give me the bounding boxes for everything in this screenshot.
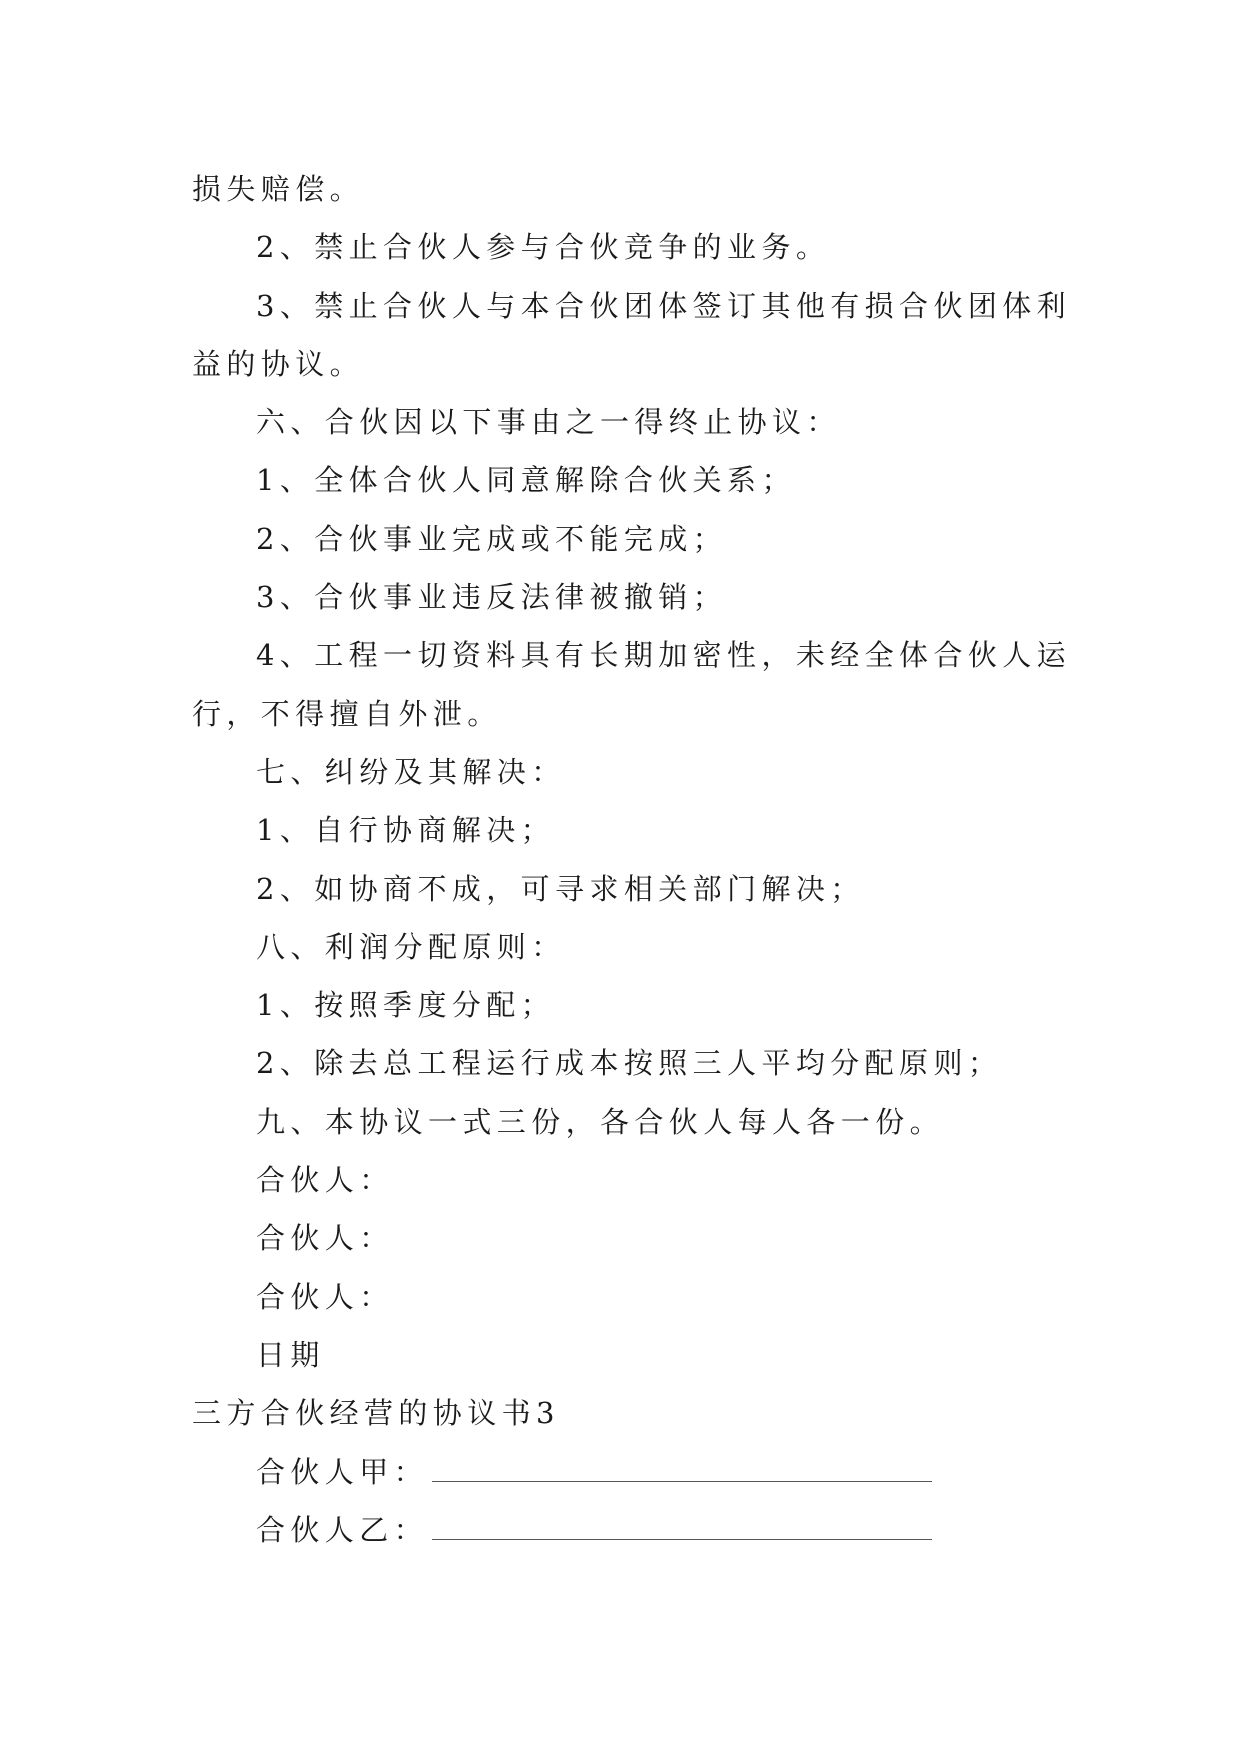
section-heading: 六、合伙因以下事由之一得终止协议： (256, 405, 841, 440)
text-line: 2、除去总工程运行成本按照三人平均分配原则； (256, 1046, 1003, 1081)
text-line: 4、工程一切资料具有长期加密性，未经全体合伙人运 (256, 638, 1072, 673)
signature-label: 合伙人： (256, 1163, 394, 1198)
text-line: 行，不得擅自外泄。 (192, 696, 502, 731)
partner-a-line (192, 1443, 1054, 1501)
signature-label: 合伙人： (256, 1279, 394, 1314)
section-heading: 八、利润分配原则： (256, 929, 566, 964)
document-title: 三方合伙经营的协议书3 (192, 1396, 560, 1431)
text-line: 益的协议。 (192, 346, 365, 381)
text-line: 2、禁止合伙人参与合伙竞争的业务。 (256, 230, 831, 265)
text-line: 损失赔偿。 (192, 172, 365, 206)
partner-a-label: 合伙人甲： (256, 1454, 429, 1489)
text-line: 2、合伙事业完成或不能完成； (256, 521, 728, 556)
partner-b-label: 合伙人乙： (256, 1512, 429, 1547)
text-line: 2、如协商不成，可寻求相关部门解决； (256, 871, 865, 906)
text-line: 1、全体合伙人同意解除合伙关系； (256, 463, 796, 498)
signature-label: 合伙人： (256, 1221, 394, 1256)
partner-b-blank[interactable] (432, 1519, 932, 1540)
section-heading: 九、本协议一式三份，各合伙人每人各一份。 (256, 1104, 945, 1139)
section-heading: 七、纠纷及其解决： (256, 754, 566, 789)
text-line: 3、合伙事业违反法律被撤销； (256, 580, 728, 615)
date-label: 日期 (256, 1337, 325, 1372)
partner-b-line (192, 1501, 1054, 1559)
partner-a-blank[interactable] (432, 1461, 932, 1482)
text-line: 3、禁止合伙人与本合伙团体签订其他有损合伙团体利 (256, 288, 1072, 323)
text-line: 1、自行协商解决； (256, 813, 556, 848)
text-line: 1、按照季度分配； (256, 988, 556, 1023)
document-body (192, 160, 1072, 1559)
